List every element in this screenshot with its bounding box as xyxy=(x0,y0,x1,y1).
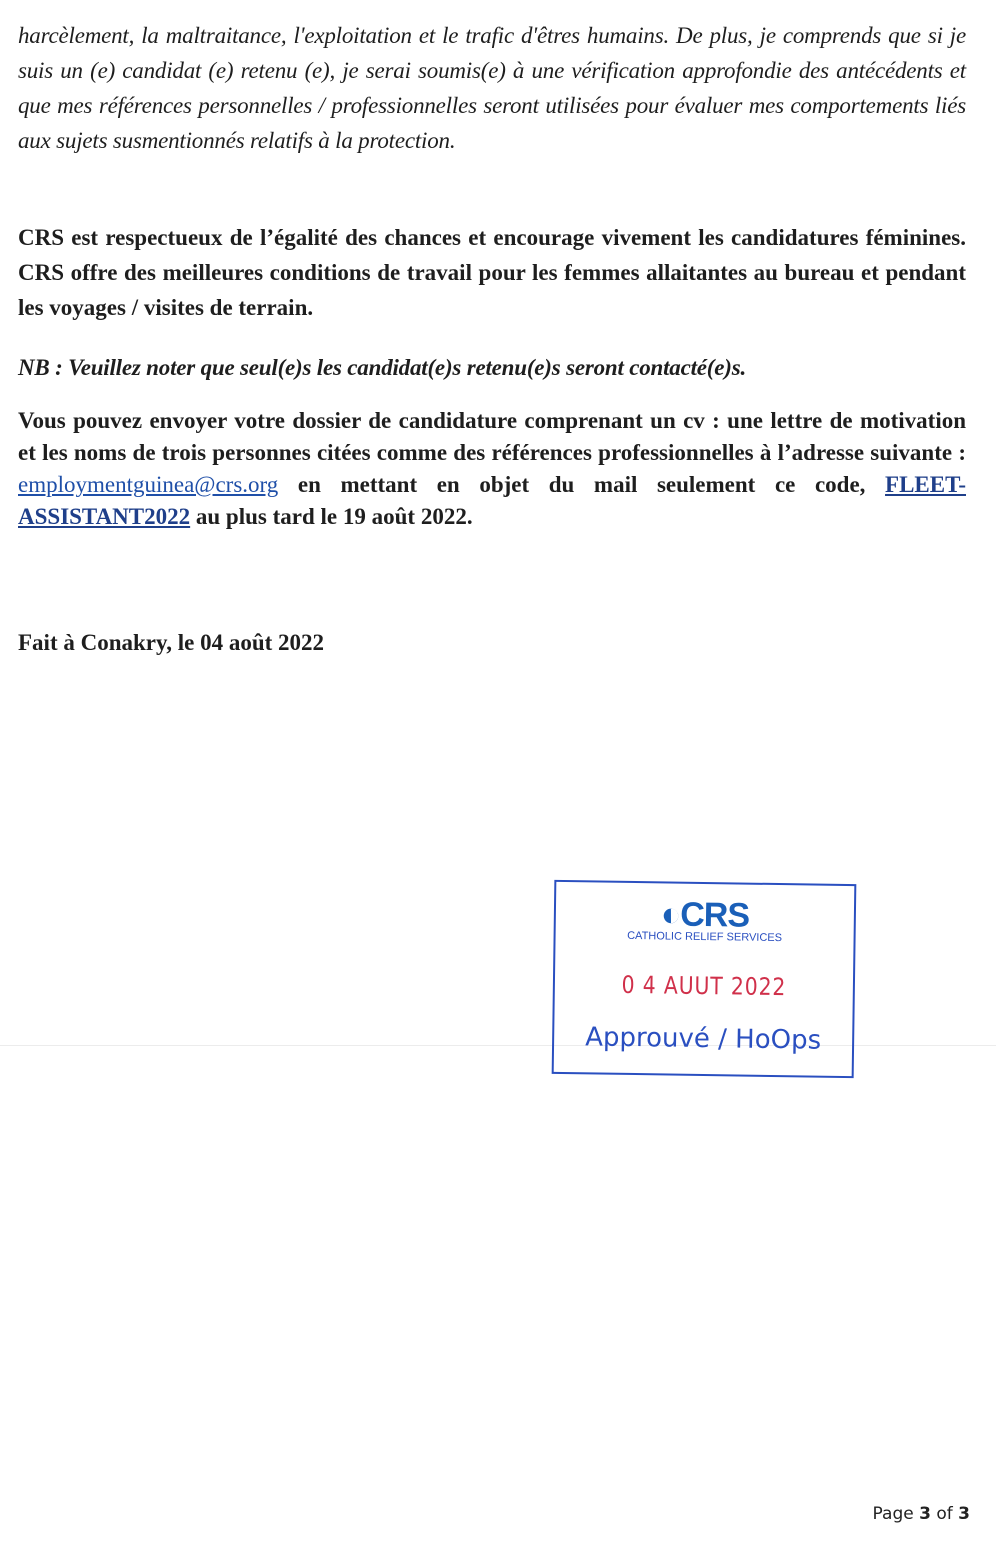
application-text: Vous pouvez envoyer votre dossier de candidature comprenant un cv : une lettre de motivation et les noms de trois personnes citées comme des références professionnelles à l’adresse suivante : xyxy=(18,408,966,465)
protection-paragraph: harcèlement, la maltraitance, l'exploitation et le trafic d'êtres humains. De plus, je comprends que si je suis un (e) candidat (e) retenu (e), je serai soumis(e) à une vérification approfondie des antécédents et que mes références personnelles / professionnelles seront utilisées pour évaluer mes comportements liés aux sujets susmentionnés relatifs à la protection. xyxy=(18,23,966,153)
subject-code: FLEET-ASSISTANT2022 xyxy=(18,472,966,529)
note-paragraph: NB : Veuillez noter que seul(e)s les candidat(e)s retenu(e)s seront contacté(e)s. xyxy=(18,355,747,380)
application-paragraph xyxy=(18,405,966,533)
crs-logo xyxy=(556,894,855,945)
stamp-approval: Approuvé / HoOps xyxy=(584,1022,822,1056)
stamp-organization: CATHOLIC RELIEF SERVICES xyxy=(627,929,783,945)
stamp-date: 0 4 AUUT 2022 xyxy=(621,970,787,1002)
crs-logo-icon: ◐CRS xyxy=(660,895,750,935)
approval-stamp xyxy=(552,880,857,1078)
page-number: Page 3 of 3 xyxy=(872,1504,970,1524)
application-text-mid: en mettant en objet du mail seulement ce code, xyxy=(278,472,886,497)
equality-paragraph: CRS est respectueux de l’égalité des chances et encourage vivement les candidatures féminines. CRS offre des meilleures conditions de travail pour les femmes allaitantes au bureau et pendant les voyages / visites de terrain. xyxy=(18,225,966,320)
deadline-text: au plus tard le 19 août 2022. xyxy=(190,504,473,529)
email-link[interactable]: employmentguinea@crs.org xyxy=(18,472,279,497)
signature-line: Fait à Conakry, le 04 août 2022 xyxy=(18,630,325,655)
